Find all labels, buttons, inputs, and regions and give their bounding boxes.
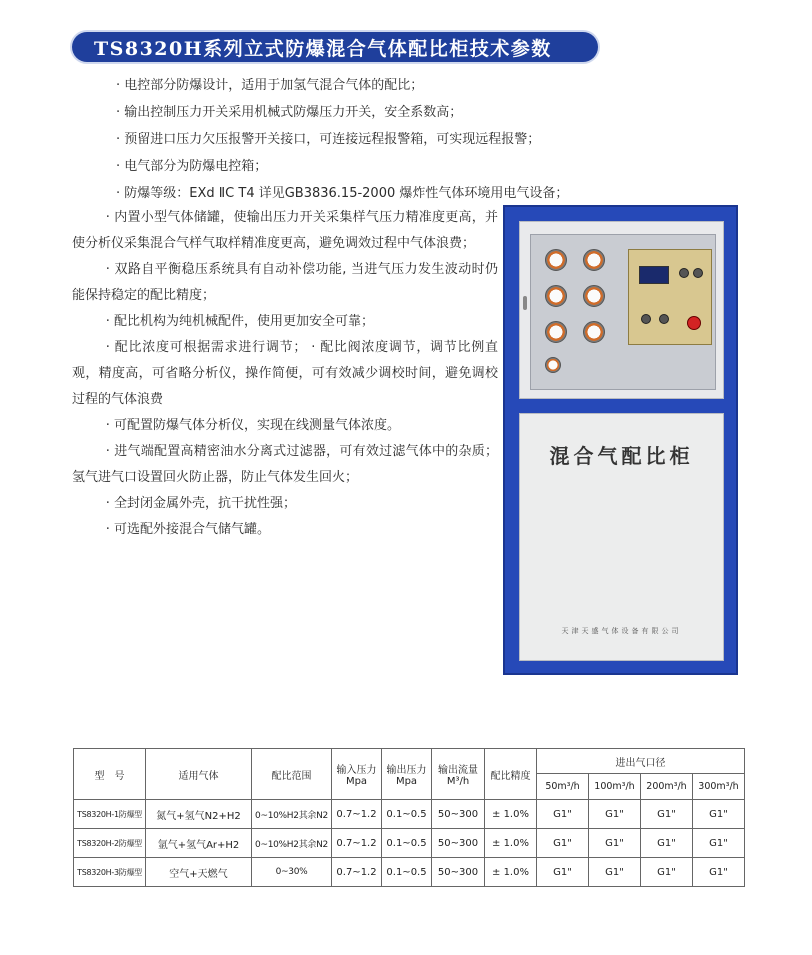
cell-flow: 50~300 bbox=[432, 829, 485, 858]
header-accuracy: 配比精度 bbox=[485, 749, 537, 800]
cell-port: G1" bbox=[641, 858, 693, 887]
cell-port: G1" bbox=[589, 800, 641, 829]
cell-port: G1" bbox=[589, 858, 641, 887]
feature-item: · 可选配外接混合气储气罐。 bbox=[105, 522, 271, 537]
cell-accuracy: ± 1.0% bbox=[485, 858, 537, 887]
feature-item: · 内置小型气体储罐，使输出压力开关采集样气压力精准度更高，并使分析仪采集混合气样气取样精准度更高，避免调效过程中气体浪费； bbox=[72, 210, 498, 251]
header-output-pressure bbox=[382, 749, 432, 800]
knob-icon bbox=[641, 314, 651, 324]
cabinet-photo bbox=[503, 205, 738, 675]
table-row bbox=[74, 858, 745, 887]
cell-port: G1" bbox=[537, 858, 589, 887]
feature-item: · 电气部分为防爆电控箱； bbox=[116, 159, 268, 174]
feature-item: · 输出控制压力开关采用机械式防爆压力开关，安全系数高； bbox=[116, 105, 463, 120]
header-input-pressure-label: 输入压力 bbox=[336, 765, 377, 776]
spec-table bbox=[73, 748, 745, 887]
cell-input: 0.7~1.2 bbox=[332, 800, 382, 829]
cell-model: TS8320H-3防爆型 bbox=[74, 858, 146, 887]
header-output-pressure-unit: Mpa bbox=[395, 776, 418, 787]
cell-model: TS8320H-2防爆型 bbox=[74, 829, 146, 858]
feature-item: · 配比机构为纯机械配件，使用更加安全可靠； bbox=[105, 314, 375, 329]
header-port-size: 300m³/h bbox=[693, 774, 745, 800]
header-input-pressure bbox=[332, 749, 382, 800]
emergency-stop-icon bbox=[687, 316, 701, 330]
cell-port: G1" bbox=[641, 829, 693, 858]
small-gauge-icon bbox=[545, 357, 561, 373]
feature-item: · 电控部分防爆设计，适用于加氢气混合气体的配比； bbox=[116, 78, 424, 93]
cabinet-upper-door bbox=[519, 221, 724, 399]
cell-output: 0.1~0.5 bbox=[382, 829, 432, 858]
cell-port: G1" bbox=[693, 800, 745, 829]
cell-range: 0~10%H2其余N2 bbox=[252, 800, 332, 829]
feature-item: · 进气端配置高精密油水分离式过滤器，可有效过滤气体中的杂质；氢气进气口设置回火防止器，防止气体发生回火； bbox=[72, 444, 498, 485]
cell-flow: 50~300 bbox=[432, 858, 485, 887]
table-row bbox=[74, 829, 745, 858]
header-port-size: 200m³/h bbox=[641, 774, 693, 800]
header-gas: 适用气体 bbox=[146, 749, 252, 800]
cabinet-lower-door bbox=[519, 413, 724, 661]
cabinet-company: 天津天盛气体设备有限公司 bbox=[561, 627, 682, 635]
display-screen bbox=[639, 266, 669, 284]
cell-port: G1" bbox=[641, 800, 693, 829]
knob-icon bbox=[659, 314, 669, 324]
header-flow-unit: M³/h bbox=[446, 776, 470, 787]
pressure-gauge-icon bbox=[583, 249, 605, 271]
header-port-size: 100m³/h bbox=[589, 774, 641, 800]
header-flow bbox=[432, 749, 485, 800]
cell-flow: 50~300 bbox=[432, 800, 485, 829]
cell-gas: 空气+天燃气 bbox=[146, 858, 252, 887]
cell-accuracy: ± 1.0% bbox=[485, 829, 537, 858]
feature-item: · 可配置防爆气体分析仪，实现在线测量气体浓度。 bbox=[105, 418, 401, 433]
header-range: 配比范围 bbox=[252, 749, 332, 800]
knob-icon bbox=[693, 268, 703, 278]
feature-item: · 全封闭金属外壳，抗干扰性强； bbox=[105, 496, 297, 511]
cell-gas: 氩气+氢气Ar+H2 bbox=[146, 829, 252, 858]
cell-output: 0.1~0.5 bbox=[382, 800, 432, 829]
pressure-gauge-icon bbox=[583, 285, 605, 307]
header-flow-label: 输出流量 bbox=[438, 765, 478, 776]
cell-input: 0.7~1.2 bbox=[332, 858, 382, 887]
pressure-gauge-icon bbox=[545, 321, 567, 343]
header-model: 型 号 bbox=[74, 749, 146, 800]
header-output-pressure-label: 输出压力 bbox=[386, 765, 427, 776]
cell-port: G1" bbox=[537, 829, 589, 858]
title-banner bbox=[72, 32, 598, 62]
feature-list-top bbox=[116, 72, 676, 207]
feature-list-left bbox=[72, 205, 498, 543]
feature-item: · 预留进口压力欠压报警开关接口，可连接远程报警箱，可实现远程报警； bbox=[116, 132, 541, 147]
door-handle bbox=[523, 296, 527, 310]
page-title: TS8320H系列立式防爆混合气体配比柜技术参数 bbox=[94, 37, 552, 60]
table-row bbox=[74, 800, 745, 829]
cell-port: G1" bbox=[693, 858, 745, 887]
cell-range: 0~30% bbox=[252, 858, 332, 887]
cabinet-label: 混合气配比柜 bbox=[549, 444, 694, 468]
pressure-gauge-icon bbox=[583, 321, 605, 343]
header-input-pressure-unit: Mpa bbox=[345, 776, 368, 787]
cell-model: TS8320H-1防爆型 bbox=[74, 800, 146, 829]
gauge-panel bbox=[530, 234, 716, 390]
cell-accuracy: ± 1.0% bbox=[485, 800, 537, 829]
cell-gas: 氮气+氢气N2+H2 bbox=[146, 800, 252, 829]
pressure-gauge-icon bbox=[545, 285, 567, 307]
pressure-gauge-icon bbox=[545, 249, 567, 271]
feature-item: · 双路自平衡稳压系统具有自动补偿功能, 当进气压力发生波动时仍能保持稳定的配比精度； bbox=[72, 262, 498, 303]
header-port-size: 50m³/h bbox=[537, 774, 589, 800]
cell-port: G1" bbox=[589, 829, 641, 858]
feature-item: · 防爆等级：EXd ⅡC T4 详见GB3836.15-2000 爆炸性气体环境用电气设备； bbox=[116, 186, 569, 201]
cell-range: 0~10%H2其余N2 bbox=[252, 829, 332, 858]
cell-port: G1" bbox=[693, 829, 745, 858]
cell-port: G1" bbox=[537, 800, 589, 829]
feature-item: · 配比浓度可根据需求进行调节； · 配比阀浓度调节，调节比例直观，精度高，可省略分析仪，操作简便，可有效减少调校时间，避免调校过程的气体浪费 bbox=[72, 340, 498, 407]
cell-input: 0.7~1.2 bbox=[332, 829, 382, 858]
control-box bbox=[628, 249, 712, 345]
header-ports: 进出气口径 bbox=[537, 749, 745, 774]
knob-icon bbox=[679, 268, 689, 278]
cell-output: 0.1~0.5 bbox=[382, 858, 432, 887]
